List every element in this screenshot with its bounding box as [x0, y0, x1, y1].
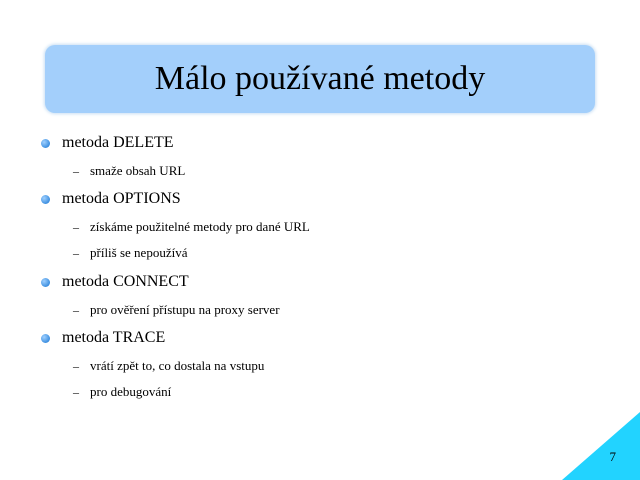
slide-title: Málo používané metody	[154, 60, 486, 97]
list-item: metoda CONNECT	[62, 273, 189, 290]
dash-marker: –	[73, 359, 79, 373]
bullet-icon	[41, 195, 50, 204]
dash-marker: –	[73, 164, 79, 178]
list-item: metoda OPTIONS	[62, 190, 181, 207]
page-number: 7	[609, 449, 616, 464]
dash-marker: –	[73, 220, 79, 234]
bullet-icon	[41, 139, 50, 148]
sub-list-item: získáme použitelné metody pro dané URL	[90, 219, 310, 234]
dash-marker: –	[73, 246, 79, 260]
sub-list-item: příliš se nepoužívá	[90, 245, 188, 260]
dash-marker: –	[73, 303, 79, 317]
bullet-icon	[41, 334, 50, 343]
sub-list-item: pro ověření přístupu na proxy server	[90, 302, 280, 317]
sub-list-item: vrátí zpět to, co dostala na vstupu	[90, 358, 265, 373]
sub-list-item: pro debugování	[90, 384, 172, 399]
dash-marker: –	[73, 385, 79, 399]
list-item: metoda DELETE	[62, 134, 174, 151]
sub-list-item: smaže obsah URL	[90, 163, 186, 178]
list-item: metoda TRACE	[62, 329, 166, 346]
corner-triangle-shape	[562, 412, 640, 480]
bullet-icon	[41, 278, 50, 287]
corner-triangle	[562, 412, 640, 480]
